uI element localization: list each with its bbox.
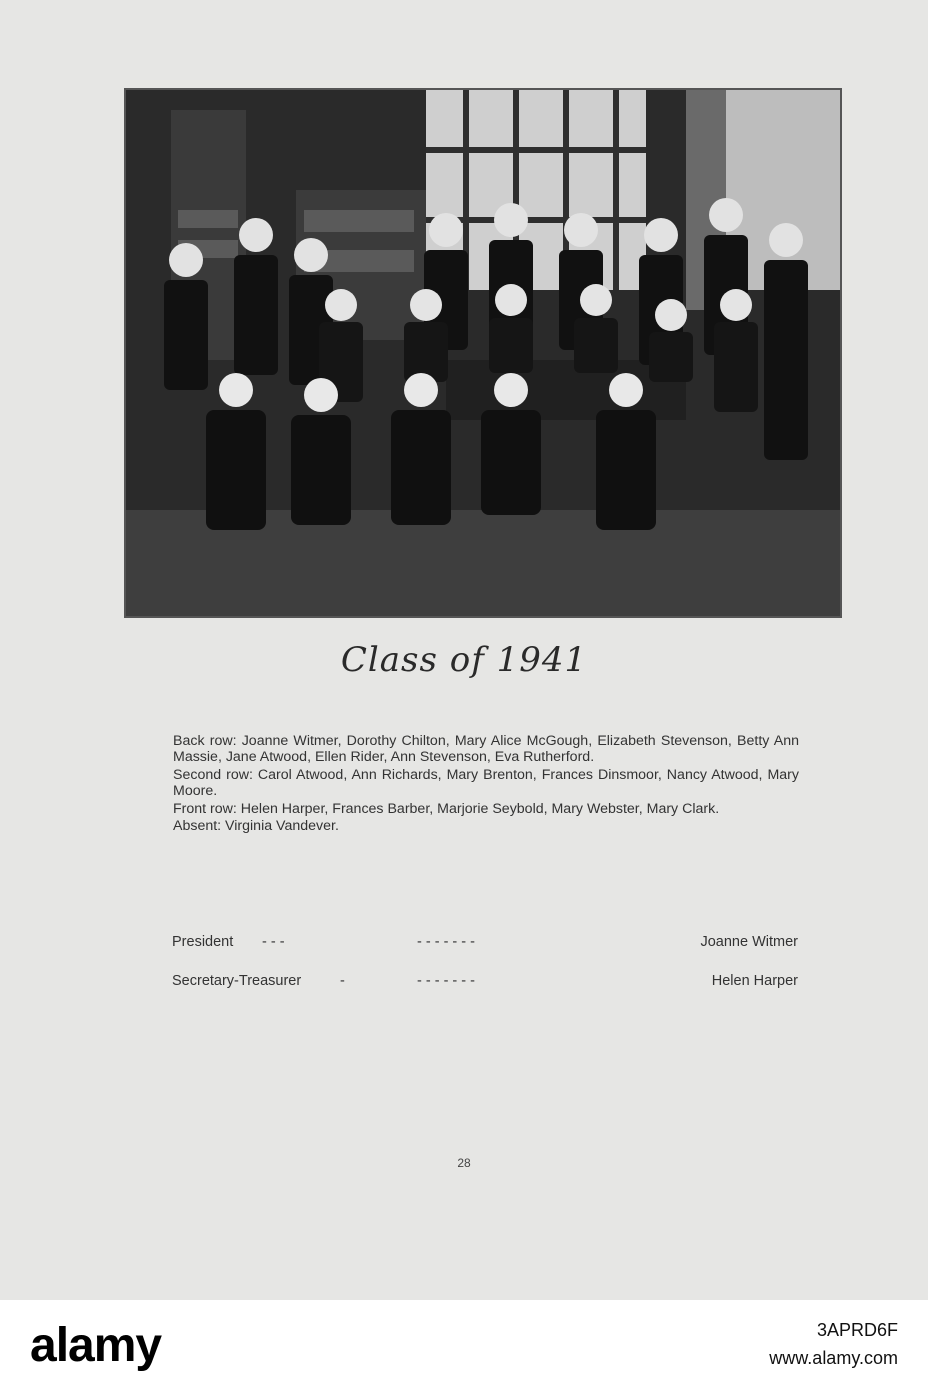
stock-footer: [0, 1300, 928, 1390]
caption-block: [173, 733, 799, 835]
alamy-logo: alamy: [30, 1319, 162, 1372]
page-number: 28: [457, 1156, 471, 1170]
officer-leader-left: -: [340, 973, 345, 989]
site-url: www.alamy.com: [769, 1348, 898, 1368]
caption-second-row: Second row: Carol Atwood, Ann Richards, Mary Brenton, Frances Dinsmoor, Nancy Atwood, Mary Moore.: [173, 766, 799, 800]
officer-leader-right: - - - - - - -: [417, 973, 475, 989]
caption-back-row: Back row: Joanne Witmer, Dorothy Chilton, Mary Alice McGough, Elizabeth Stevenson, Betty Ann Massie, Jane Atwood, Ellen Rider, Ann Stevenson, Eva Rutherford.: [173, 733, 799, 766]
caption-absent: Absent: Virginia Vandever.: [173, 818, 339, 835]
officer-leader-right: - - - - - - -: [417, 934, 475, 950]
page-title: Class of 1941: [340, 640, 588, 680]
group-photo-icon: [126, 90, 840, 616]
officer-name: Helen Harper: [711, 973, 798, 989]
officer-role: Secretary-Treasurer: [172, 973, 302, 989]
class-group-photo: [124, 88, 842, 618]
officer-name: Joanne Witmer: [700, 934, 798, 950]
caption-front-row: Front row: Helen Harper, Frances Barber, Marjorie Seybold, Mary Webster, Mary Clark.: [173, 800, 720, 817]
image-id: 3APRD6F: [816, 1320, 898, 1340]
officer-role: President: [172, 934, 234, 950]
officer-leader-left: - - -: [262, 934, 285, 950]
